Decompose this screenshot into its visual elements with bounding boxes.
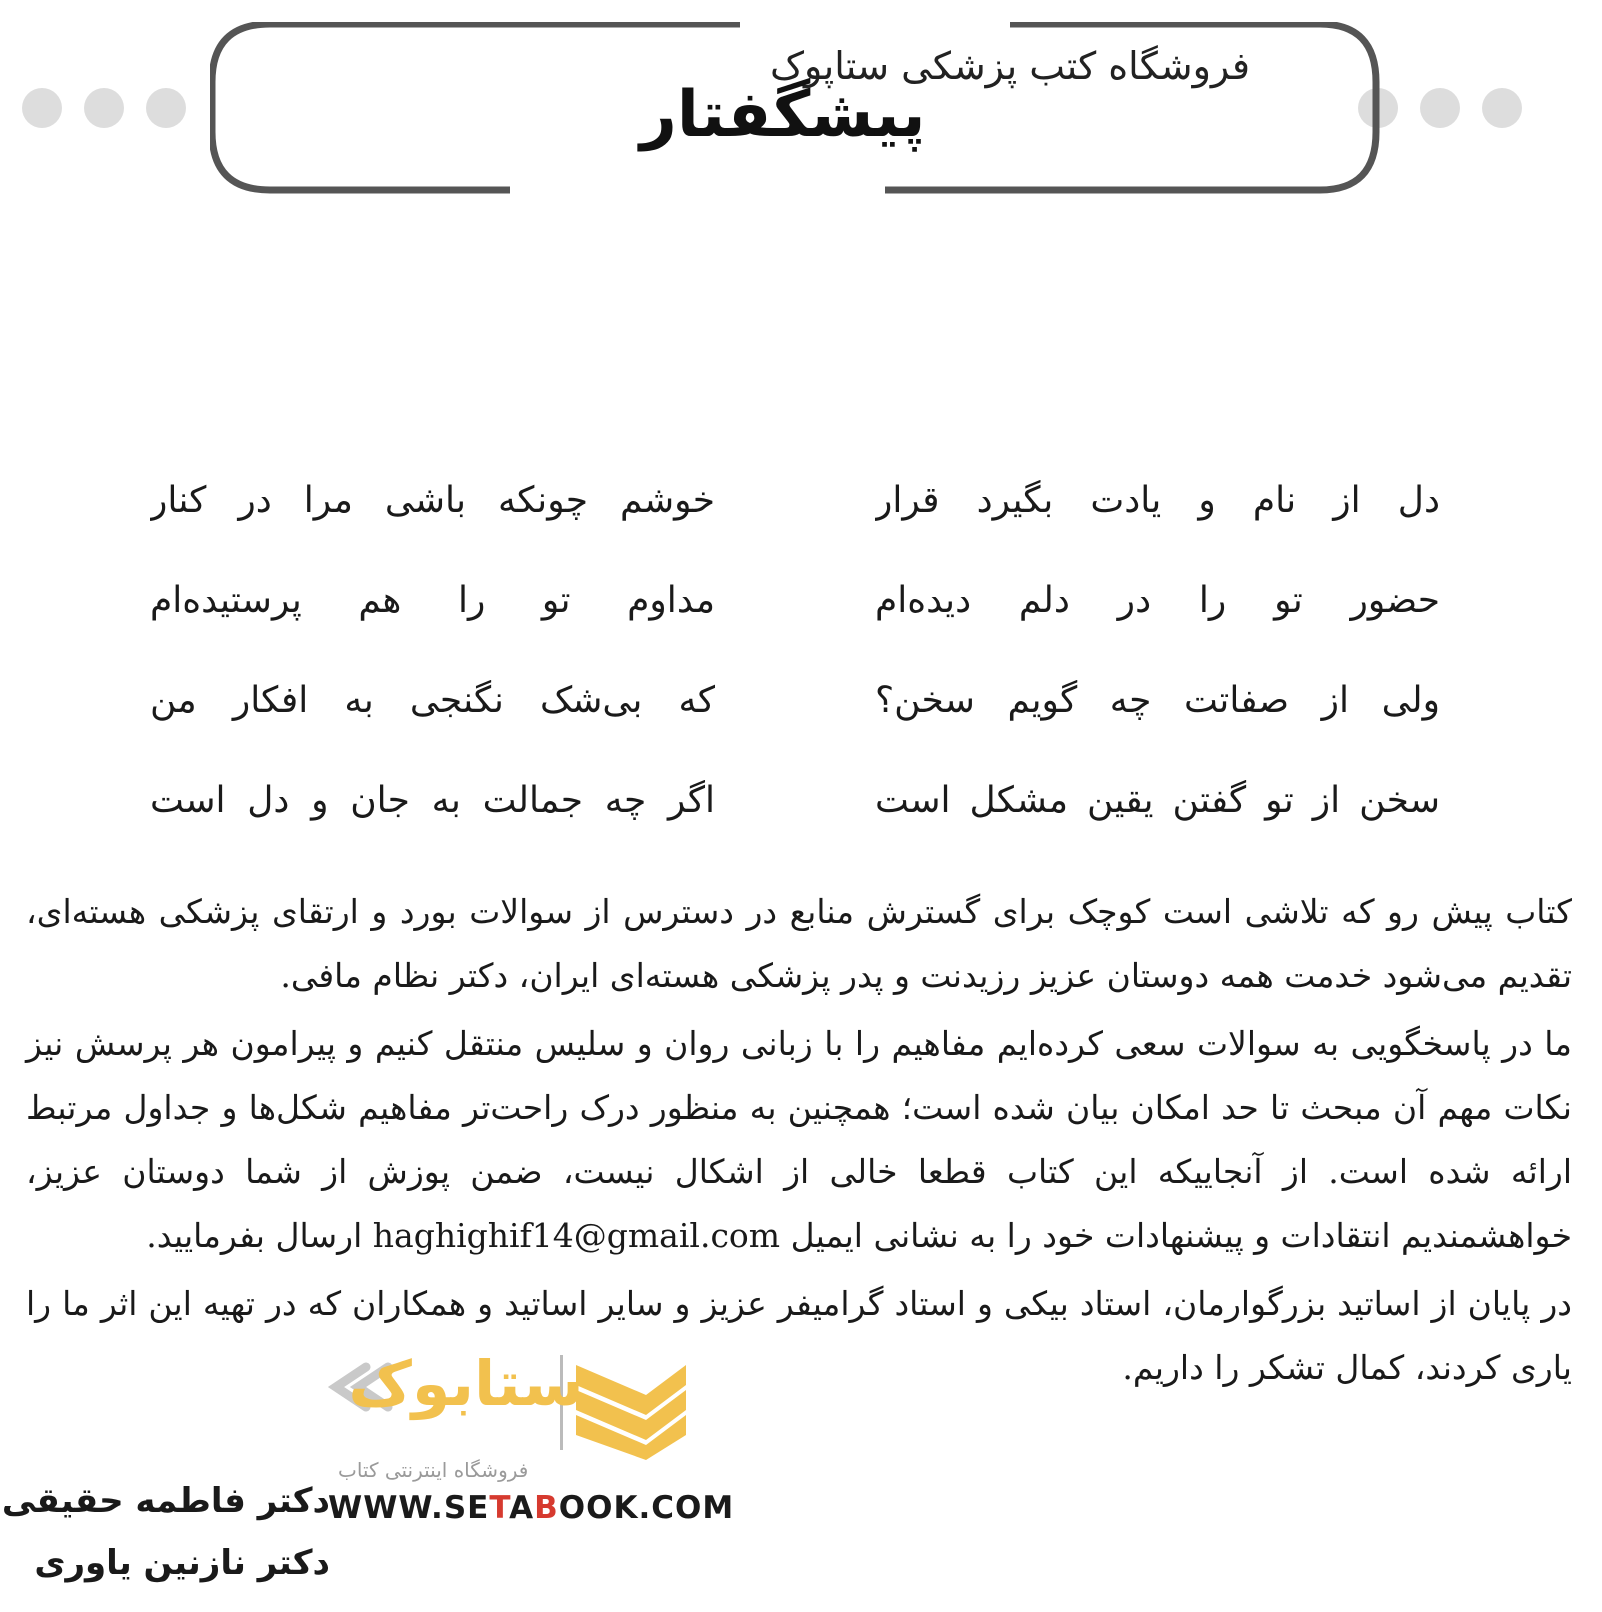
- url-accent: B: [534, 1490, 559, 1526]
- poem-verse: [150, 780, 1440, 880]
- url-part: OOK.COM: [558, 1490, 735, 1526]
- page-title: پیشگفتار: [640, 78, 926, 152]
- decor-dot: [146, 88, 186, 128]
- url-part: A: [509, 1490, 535, 1526]
- poem: [150, 480, 1440, 880]
- poem-verse: [150, 680, 1440, 780]
- left-dots-decoration: [22, 88, 186, 128]
- author-signature: دکتر نازنین یاوری: [34, 1543, 330, 1583]
- store-name-watermark: فروشگاه کتب پزشکی ستاپوک: [770, 44, 1251, 88]
- poem-verse: [150, 580, 1440, 680]
- hemistich-right: سخن از تو گفتن یقین مشکل است: [875, 780, 1440, 821]
- hemistich-left: مداوم تو را هم پرستیده‌ام: [150, 580, 715, 621]
- paragraph-method: ما در پاسخگویی به سوالات سعی کرده‌ایم مفاهیم را با زبانی روان و سلیس منتقل کنیم و پیرامون هر پرسش نیز نکات مهم آن مبحث تا حد امکان بیان شده است؛ همچنین به منظور درک راحت‌تر مفاهیم شکل‌ها و جداول مرتبط ارائه شده است. از آنجاییکه این کتاب قطعا خالی از اشکال نیست، ضمن پوزش از شما دوستان عزیز، خواهشمندیم انتقادات و پیشنهادات خود را به نشانی ایمیل haghighif14@gmail.com ارسال بفرمایید.: [26, 1024, 1572, 1255]
- signatures: [1, 1470, 330, 1594]
- hemistich-right: حضور تو را در دلم دیده‌ام: [875, 580, 1440, 621]
- preface-body: [26, 880, 1572, 1404]
- logo-url: [328, 1490, 734, 1526]
- right-dots-decoration: [1358, 88, 1522, 128]
- decor-dot: [84, 88, 124, 128]
- decor-dot: [1482, 88, 1522, 128]
- decor-dot: [1420, 88, 1460, 128]
- hemistich-right: ولی از صفاتت چه گویم سخن؟: [875, 680, 1440, 721]
- paragraph-thanks: در پایان از اساتید بزرگوارمان، استاد بیکی و استاد گرامیفر عزیز و سایر اساتید و همکاران که در تهیه این اثر ما را یاری کردند، کمال تشکر را داریم.: [26, 1284, 1572, 1387]
- decor-dot: [22, 88, 62, 128]
- author-signature: دکتر فاطمه حقیقی: [1, 1481, 330, 1521]
- logo-brand-text: ستابوک: [348, 1347, 584, 1420]
- hemistich-left: خوشم چونکه باشی مرا در کنار: [150, 480, 715, 521]
- logo-subtitle: فروشگاه اینترنتی کتاب: [338, 1458, 529, 1482]
- hemistich-left: که بی‌شک نگنجی به افکار من: [150, 680, 715, 721]
- poem-verse: [150, 480, 1440, 580]
- paragraph-dedication: کتاب پیش رو که تلاشی است کوچک برای گسترش منابع در دسترس از سوالات بورد و ارتقای پزشکی هسته‌ای، تقدیم می‌شود خدمت همه دوستان عزیز رزیدنت و پدر پزشکی هسته‌ای ایران، دکتر نظام مافی.: [26, 892, 1572, 995]
- url-accent: T: [489, 1490, 510, 1526]
- hemistich-right: دل از نام و یادت بگیرد قرار: [875, 480, 1440, 521]
- url-part: WWW.SE: [328, 1490, 490, 1526]
- hemistich-left: اگر چه جمالت به جان و دل است: [150, 780, 715, 821]
